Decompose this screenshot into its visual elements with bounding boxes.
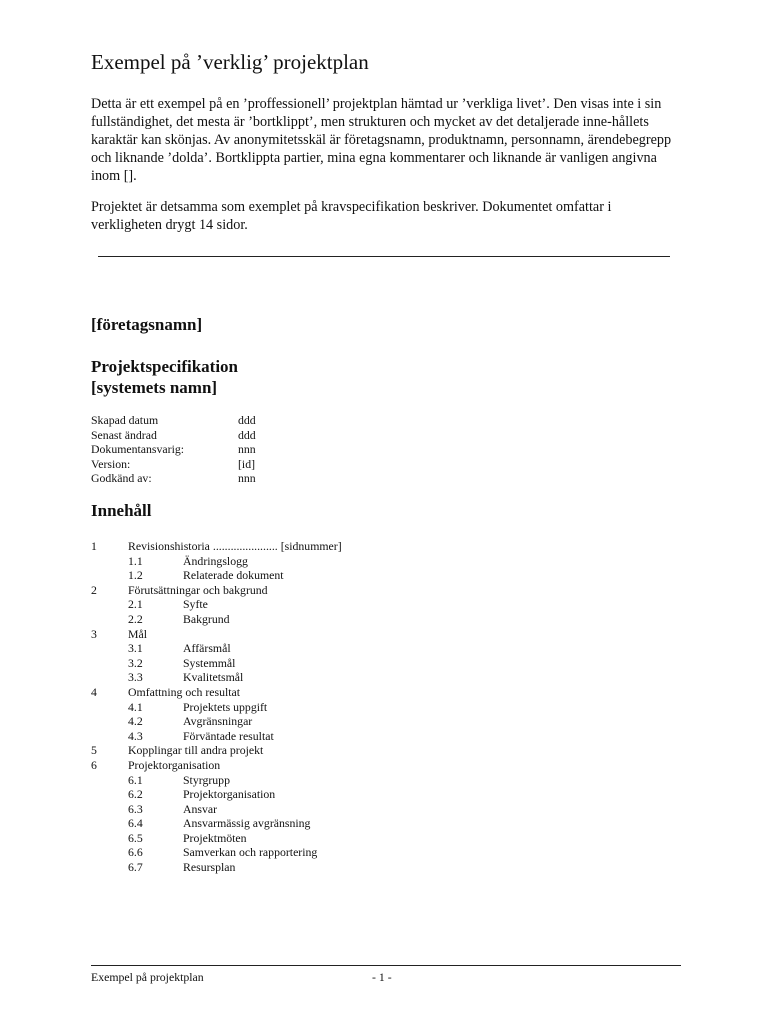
footer-title: Exempel på projektplan	[91, 970, 204, 984]
toc-heading: Innehåll	[91, 501, 152, 520]
toc-entry-title: Ansvar	[183, 801, 218, 816]
toc-entry-number: 6.4	[128, 816, 143, 831]
metadata-label: Godkänd av:	[91, 471, 152, 485]
company-name: [företagsnamn]	[91, 315, 203, 334]
metadata-row	[91, 413, 256, 428]
toc-entry-number: 1.2	[128, 568, 143, 583]
toc-entry-number: 1	[91, 539, 97, 553]
metadata-label: Version:	[91, 456, 131, 471]
toc-entry-title: Förutsättningar och bakgrund	[128, 582, 268, 597]
toc-entry-title: Affärsmål	[183, 641, 231, 656]
toc-entry-title: Relaterade dokument	[183, 568, 284, 583]
toc-entry-title: Samverkan och rapportering	[183, 845, 318, 860]
spec-title: Projektspecifikation	[91, 357, 239, 376]
toc-entry-number: 4	[91, 684, 97, 699]
document-title: Exempel på ’verklig’ projektplan	[91, 50, 369, 74]
toc-entry-number: 3.1	[128, 641, 143, 656]
spec-heading	[91, 356, 238, 398]
toc-entry-number: 6	[91, 757, 97, 772]
spec-subtitle: [systemets namn]	[91, 378, 218, 397]
toc-entry-number: 5	[91, 743, 97, 758]
document-metadata	[91, 413, 256, 486]
toc-entry-title: Mål	[128, 626, 148, 641]
toc-entry-title: Projektmöten	[183, 830, 247, 845]
toc-entry-number: 2.1	[128, 597, 143, 612]
toc-entry-number: 6.6	[128, 845, 143, 860]
toc-entry-number: 6.2	[128, 787, 143, 802]
toc-entry-title: Syfte	[183, 597, 208, 612]
toc-entry-title: Projektorganisation	[183, 787, 276, 802]
toc-entry-number: 4.3	[128, 728, 143, 743]
toc-entry-title: Förväntade resultat	[183, 728, 274, 743]
metadata-value: ddd	[238, 413, 256, 427]
page-number: - 1 -	[372, 970, 392, 984]
section-divider	[98, 256, 670, 257]
toc-entry-number: 3	[91, 626, 97, 641]
toc-entry-title: Projektets uppgift	[183, 699, 268, 714]
footer-divider	[91, 965, 681, 966]
metadata-value: [id]	[238, 456, 256, 471]
toc-entry-number: 3.3	[128, 670, 143, 685]
toc-entry-title: Revisionshistoria ...................... [sidnummer]	[128, 539, 342, 553]
metadata-label: Skapad datum	[91, 413, 159, 427]
metadata-row	[91, 471, 256, 486]
toc-entry-number: 2.2	[128, 611, 143, 626]
toc-entry-number: 6.5	[128, 830, 143, 845]
toc-entry-number: 6.7	[128, 860, 143, 875]
metadata-label: Dokumentansvarig:	[91, 442, 185, 456]
toc-entry-title: Systemmål	[183, 655, 236, 670]
toc-entry-number: 3.2	[128, 655, 143, 670]
toc-entry-number: 6.3	[128, 801, 143, 816]
metadata-row	[91, 428, 256, 443]
metadata-value: nnn	[238, 442, 256, 456]
toc-entry-title: Kvalitetsmål	[183, 670, 244, 685]
metadata-value: ddd	[238, 427, 256, 442]
toc-entry-title: Kopplingar till andra projekt	[128, 743, 264, 758]
metadata-row	[91, 457, 256, 472]
toc-entry-title: Ansvarmässig avgränsning	[183, 816, 311, 831]
metadata-row	[91, 442, 256, 457]
toc-entry-number: 4.1	[128, 699, 143, 714]
toc-entry-title: Omfattning och resultat	[128, 684, 241, 699]
toc-entry-title: Styrgrupp	[183, 772, 230, 787]
intro-paragraph: Detta är ett exempel på en ’proffessionell’ projektplan hämtad ur ’verkliga livet’. Den visas inte i sin fullständighet, det mesta är ’bortklippt’, men strukturen och mycket av det detaljerade inne-hållets karaktär kan skönjas. Av anonymitetsskäl är företagsnamn, produktnamn, personnamn, ärendebegrepp och liknande ’dolda’. Bortklippta partier, mina egna kommentarer och liknande är vanligen angivna inom [].	[91, 96, 672, 184]
toc-entry-number: 6.1	[128, 772, 143, 787]
toc-entry-title: Projektorganisation	[128, 757, 221, 772]
metadata-value: nnn	[238, 471, 256, 485]
toc-entry-title: Ändringslogg	[183, 553, 248, 568]
metadata-label: Senast ändrad	[91, 427, 157, 442]
intro-paragraph-2: Projektet är detsamma som exemplet på kravspecifikation beskriver. Dokumentet omfattar i verkligheten drygt 14 sidor.	[91, 199, 612, 233]
toc-entry-number: 1.1	[128, 553, 143, 568]
toc-entry-number: 2	[91, 582, 97, 597]
toc-entry-title: Bakgrund	[183, 611, 230, 626]
toc-entry-title: Resursplan	[183, 860, 236, 875]
toc-entry-number: 4.2	[128, 714, 143, 729]
toc-entry-title: Avgränsningar	[183, 714, 253, 729]
